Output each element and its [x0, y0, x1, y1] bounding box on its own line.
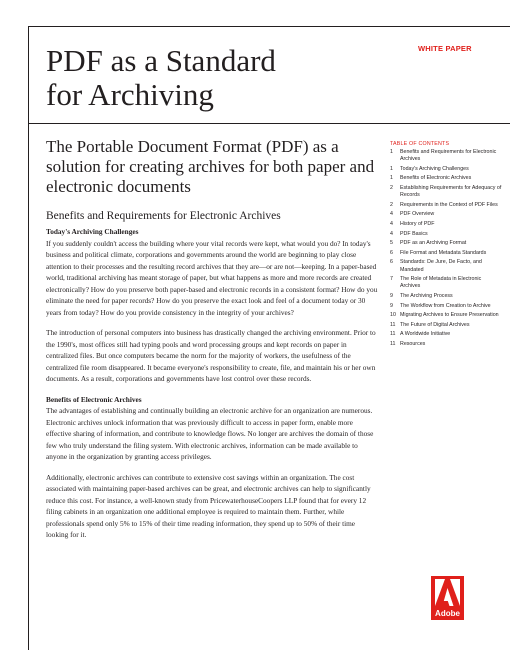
toc-item-page-number: 1 [390, 149, 393, 155]
top-rule [28, 26, 510, 27]
paragraph-4: Additionally, electronic archives can contribute to extensive cost savings within an organization. The cost associated with maintaining paper-based archives can be great, and electronic archives can help to significantly reduce this cost. For instance, a well-known study from PricewaterhouseCoopers LLP found that for every 12 filing cabinets in an organization one additional employee is required to maintain them. Further, while professionals spend only 5% to 15% of their time reading information, they spend up to 50% of their time looking for it. [46, 472, 371, 539]
toc-item-label: The Workflow from Creation to Archive [400, 302, 491, 309]
subheading-archiving-challenges: Today's Archiving Challenges [46, 227, 139, 236]
page-title [46, 44, 386, 112]
toc-item-label: PDF Overview [400, 211, 435, 218]
toc-item-page-number: 4 [390, 230, 393, 237]
toc-item-label: The Role of Metadata in Electronic Archives [400, 276, 482, 290]
toc-item-page-number: 6 [390, 259, 393, 266]
toc-item-label: PDF Basics [400, 230, 428, 237]
document-type-label: WHITE PAPER [418, 44, 472, 53]
toc-item [390, 293, 502, 300]
toc-item [390, 250, 502, 257]
adobe-logo-icon [431, 576, 464, 610]
paragraph-3: The advantages of establishing and continually building an electronic archive for an organization are numerous. Electronic archives unlock information that was previously difficult to access in paper form, enable more effective sharing of information, and contribute to knowledge flows. No longer are archives the domain of those few who truly understand the filing system. With electronic archives, information can be made available to anyone in the organization by granting access privileges. [46, 406, 374, 461]
toc-item [390, 202, 502, 209]
toc-item [390, 303, 502, 310]
toc-item [390, 166, 502, 173]
toc-item [390, 259, 502, 273]
toc-item-label: Resources [400, 340, 426, 347]
toc-item [390, 231, 502, 238]
toc-title: TABLE OF CONTENTS [390, 141, 450, 147]
body-text [46, 226, 378, 550]
toc-item-page-number: 2 [390, 201, 393, 208]
toc-item-page-number: 6 [390, 249, 393, 256]
toc-item-label: PDF as an Archiving Format [400, 240, 467, 247]
toc-item-label: Standards: De Jure, De Facto, and Mandated [400, 259, 482, 273]
toc-item-label: The Future of Digital Archives [400, 321, 470, 328]
toc-item-label: The Archiving Process [400, 292, 453, 299]
toc-item-label: History of PDF [400, 220, 435, 227]
adobe-logo [431, 576, 464, 620]
toc-item-label: File Format and Metadata Standards [400, 249, 487, 256]
toc-item-page-number: 11 [390, 340, 396, 347]
paragraph-2: The introduction of personal computers into business has drastically changed the archiving environment. Prior to the 1990's, most offices still had typing pools and word processing groups and kept records on paper in centralized files. But once computers became the norm for the majority of workers, the usefulness of the centralized file room disappeared. It became everyone's responsibility to create, file, and maintain his or her own documents. As a result, corporations and governments have lost control over these records. [46, 328, 376, 383]
toc-item [390, 149, 502, 163]
toc-item-page-number: 2 [390, 184, 393, 191]
toc-list [390, 149, 502, 348]
toc-item-page-number: 11 [390, 321, 396, 328]
toc-item-page-number: 7 [390, 276, 393, 283]
toc-item [390, 185, 502, 199]
toc-item-page-number: 4 [390, 211, 393, 218]
toc-item-page-number: 11 [390, 331, 396, 338]
toc-item [390, 312, 502, 319]
toc-item-label: Establishing Requirements for Adequacy of Records [400, 184, 502, 199]
toc-item-page-number: 10 [390, 312, 396, 319]
toc-item [390, 221, 502, 228]
toc-item-page-number: 1 [390, 165, 393, 172]
title-line-1: PDF as a Standard [46, 43, 276, 78]
toc-item-page-number: 5 [390, 240, 393, 247]
toc-item [390, 276, 502, 290]
toc-item-label: Today's Archiving Challenges [400, 165, 469, 172]
title-divider-rule [28, 123, 510, 124]
toc-item-page-number: 9 [390, 302, 393, 309]
toc-item-label: Benefits of Electronic Archives [400, 175, 472, 182]
title-line-2: for Archiving [46, 77, 214, 112]
toc-item [390, 211, 502, 218]
left-rule [28, 26, 29, 650]
toc-item [390, 341, 502, 348]
subheading-benefits: Benefits of Electronic Archives [46, 394, 142, 404]
toc-item [390, 175, 502, 182]
subtitle: The Portable Document Format (PDF) as a solution for creating archives for both paper and electronic documents [46, 137, 375, 196]
toc-item [390, 322, 502, 329]
toc-item-page-number: 4 [390, 220, 393, 227]
table-of-contents [390, 141, 502, 351]
section-heading: Benefits and Requirements for Electronic Archives [46, 210, 281, 222]
toc-item-label: Benefits and Requirements for Electronic Archives [400, 149, 497, 163]
toc-item-page-number: 9 [390, 292, 393, 299]
adobe-wordmark: Adobe [435, 609, 460, 618]
toc-item-label: A Worldwide Initiative [400, 331, 451, 338]
toc-item-label: Requirements in the Context of PDF Files [400, 201, 498, 208]
toc-item [390, 331, 502, 338]
paragraph-1: If you suddenly couldn't access the building where your vital records were kept, what would you do? In today's business and political climate, corporations and governments around the world are beginning to play close attention to their processes and the resulting record archives that they are—or are not—keeping. In a paper-based world, traditional archiving has meant storage of paper, but what happens as more and more records are created electronically? How do you preserve both paper-based and electronic records in a consistent format? How do you eliminate the need for paper records? How do you preserve the exact look and feel of a document today or 30 years from today? How do you provide consistency in the integrity of your archives? [46, 238, 378, 317]
toc-item-label: Migrating Archives to Ensure Preservation [400, 312, 499, 319]
toc-item [390, 240, 502, 247]
toc-item-page-number: 1 [390, 175, 393, 182]
